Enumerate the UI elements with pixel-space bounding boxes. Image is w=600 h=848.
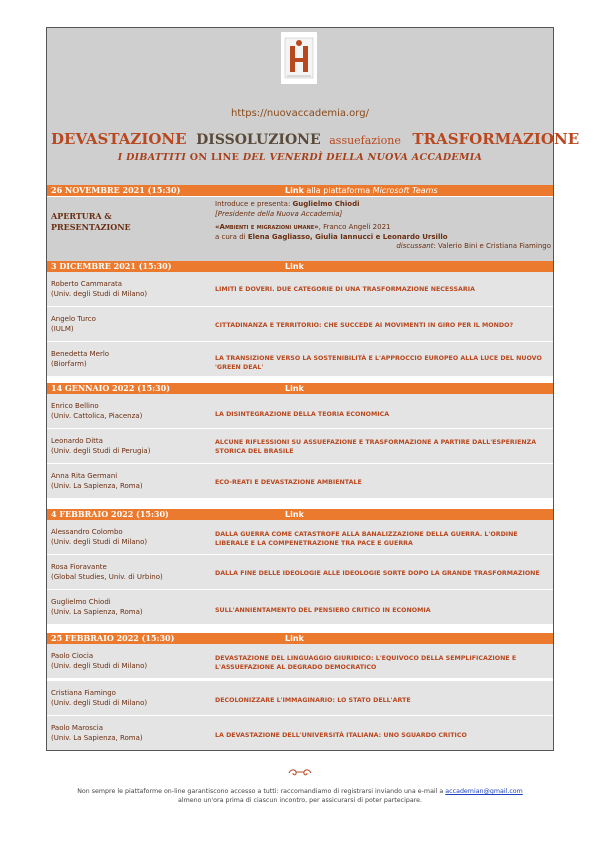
- speaker-affiliation: (Univ. La Sapienza, Roma): [51, 733, 143, 742]
- talk-row: [47, 307, 553, 341]
- speaker-name: Benedetta Merlo: [51, 350, 110, 358]
- talk-title: DALLA GUERRA COME CATASTROFE ALLA BANALIZZAZIONE DELLA GUERRA. L'ORDINE LIBERALE E LA COMPENETRAZIONE TRA PACE E GUERRA: [215, 531, 518, 547]
- talk-title: LIMITI E DOVERI. DUE CATEGORIE DI UNA TRASFORMAZIONE NECESSARIA: [215, 286, 475, 293]
- discussant-names: : Valerio Bini e Cristiana Fiamingo: [433, 242, 551, 250]
- program-frame: [46, 27, 580, 751]
- talk-row: [47, 555, 553, 589]
- talk-row: [47, 464, 553, 498]
- intro-label-line2: PRESENTAZIONE: [51, 222, 131, 232]
- discussant-label: discussant: [396, 242, 434, 250]
- speaker-affiliation: (IULM): [51, 324, 74, 333]
- footer-line-2: almeno un'ora prima di ciascun incontro, per assicurarsi di poter partecipare.: [177, 797, 423, 804]
- talk-row: [47, 394, 553, 428]
- speaker-affiliation: (Univ. degli Studi di Milano): [51, 537, 148, 546]
- speaker-affiliation: (Univ. degli Studi di Milano): [51, 661, 148, 670]
- subtitle-mid: ON LINE: [189, 152, 240, 163]
- book-title: «Ambienti e migrazioni umane»: [215, 223, 319, 231]
- speaker-affiliation: (Biorfarm): [51, 359, 87, 368]
- subtitle: [47, 152, 553, 163]
- speaker-affiliation: (Univ. degli Studi di Milano): [51, 698, 148, 707]
- session-date-row: [47, 509, 553, 520]
- theme-word-devastazione: DEVASTAZIONE: [51, 130, 187, 148]
- speaker: [51, 437, 215, 456]
- editors-names: Elena Gagliasso, Giulia Iannucci e Leonardo Ursillo: [247, 232, 448, 241]
- session-link[interactable]: Link: [285, 384, 304, 393]
- talk-row: [47, 644, 553, 678]
- session-date-row: [47, 261, 553, 272]
- speaker: [51, 280, 215, 299]
- theme-word-trasformazione: TRASFORMAZIONE: [412, 130, 580, 148]
- link-text[interactable]: Link: [285, 186, 304, 195]
- talk-title: LA TRANSIZIONE VERSO LA SOSTENIBILITÀ E L'APPROCCIO EUROPEO ALLA LUCE DEL NUOVO 'GREEN DEAL': [215, 355, 542, 371]
- session-link[interactable]: Link: [285, 262, 304, 271]
- talk-title: DECOLONIZZARE L'IMMAGINARIO: LO STATO DELL'ARTE: [215, 697, 411, 704]
- ornament-icon: [0, 768, 600, 780]
- speaker-name: Enrico Bellino: [51, 402, 99, 410]
- session-date: 3 DICEMBRE 2021 (15:30): [51, 261, 172, 271]
- session-date: 26 NOVEMBRE 2021 (15:30): [51, 185, 181, 195]
- intro-line-2: [215, 210, 551, 220]
- speaker-name: Paolo Maroscia: [51, 724, 103, 732]
- speaker-name: Angelo Turco: [51, 315, 96, 323]
- intro-text: [215, 200, 551, 252]
- theme-word-dissoluzione: DISSOLUZIONE: [196, 132, 321, 148]
- speaker: [51, 724, 215, 743]
- speaker-affiliation: (Univ. Cattolica, Piacenza): [51, 411, 143, 420]
- session-date: 4 FEBBRAIO 2022 (15:30): [51, 509, 169, 519]
- talk-title: ALCUNE RIFLESSIONI SU ASSUEFAZIONE E TRASFORMAZIONE A PARTIRE DALL'ESPERIENZA STORICA DEL BRASILE: [215, 439, 537, 455]
- footer-line-1: [40, 787, 560, 796]
- speaker: [51, 528, 215, 547]
- speaker-name: Anna Rita Germani: [51, 472, 118, 480]
- speaker-name: Rosa Fioravante: [51, 563, 107, 571]
- subtitle-pre: I DIBATTITI: [117, 152, 187, 163]
- editors-pre: a cura di: [215, 232, 248, 241]
- speaker-affiliation: (Univ. La Sapienza, Roma): [51, 607, 143, 616]
- link-rest: alla piattaforma: [303, 186, 373, 195]
- talk-row: [47, 272, 553, 306]
- website-url[interactable]: https://nuovaccademia.org/: [231, 108, 369, 119]
- speaker-name: Cristiana Fiamingo: [51, 689, 116, 697]
- session-link[interactable]: Link: [285, 510, 304, 519]
- speaker: [51, 598, 215, 617]
- talk-row: [47, 590, 553, 624]
- session-date: 14 GENNAIO 2022 (15:30): [51, 383, 171, 393]
- session-date-row: [47, 383, 553, 394]
- footer-email-link[interactable]: accademian@gmail.com: [445, 788, 523, 795]
- speaker: [51, 472, 215, 491]
- talk-row: [47, 520, 553, 554]
- theme-word-assuefazione: assuefazione: [329, 134, 401, 147]
- book-publisher: , Franco Angeli 2021: [318, 223, 391, 231]
- talk-row: [47, 342, 553, 376]
- footer-note: [40, 787, 560, 805]
- intro-presenter: Guglielmo Chiodi: [292, 200, 360, 208]
- speaker: [51, 350, 215, 369]
- session-link[interactable]: [285, 185, 438, 196]
- header: [47, 28, 580, 185]
- speaker: [51, 652, 215, 671]
- academy-logo: [281, 32, 317, 84]
- speaker-affiliation: (Univ. La Sapienza, Roma): [51, 481, 143, 490]
- speaker: [51, 563, 215, 582]
- intro-line1-pre: Introduce e presenta:: [215, 200, 293, 208]
- theme-words: [51, 129, 580, 153]
- speaker: [51, 402, 215, 421]
- talk-title: CITTADINANZA E TERRITORIO: CHE SUCCEDE AI MOVIMENTI IN GIRO PER IL MONDO?: [215, 322, 514, 329]
- talk-title: DEVASTAZIONE DEL LINGUAGGIO GIURIDICO: L'EQUIVOCO DELLA SEMPLIFICAZIONE E L'ASSUEFAZIONE AL DEGRADO DEMOCRATICO: [215, 655, 517, 671]
- speaker-affiliation: (Global Studies, Univ. di Urbino): [51, 572, 163, 581]
- session-date-row: [47, 633, 553, 644]
- intro-line-5: [215, 242, 551, 252]
- intro-label: [51, 211, 201, 233]
- subtitle-post: DEL VENERDÌ DELLA NUOVA ACCADEMIA: [242, 152, 483, 163]
- session-date-row: [47, 185, 553, 196]
- session-link[interactable]: Link: [285, 634, 304, 643]
- speaker-name: Paolo Ciocia: [51, 652, 94, 660]
- speaker-name: Alessandro Colombo: [51, 528, 123, 536]
- talk-title: DALLA FINE DELLE IDEOLOGIE ALLE IDEOLOGIE SORTE DOPO LA GRANDE TRASFORMAZIONE: [215, 570, 540, 577]
- footer-text: Non sempre le piattaforme on-line garantiscono accesso a tutti: raccomandiamo di registrarsi inviando una e-mail a: [77, 788, 446, 795]
- speaker: [51, 315, 215, 334]
- speaker: [51, 689, 215, 708]
- intro-line-3: [215, 223, 551, 233]
- intro-label-line1: APERTURA &: [51, 211, 112, 221]
- speaker-name: Guglielmo Chiodi: [51, 598, 111, 606]
- speaker-name: Roberto Cammarata: [51, 280, 123, 288]
- talk-row: [47, 716, 553, 750]
- speaker-affiliation: (Univ. degli Studi di Milano): [51, 289, 148, 298]
- speaker-name: Leonardo Ditta: [51, 437, 103, 445]
- talk-title: LA DISINTEGRAZIONE DELLA TEORIA ECONOMICA: [215, 411, 390, 418]
- session-date: 25 FEBBRAIO 2022 (15:30): [51, 633, 175, 643]
- link-platform: Microsoft Teams: [372, 186, 438, 195]
- scroll-ornament-icon: [287, 768, 313, 777]
- talk-title: ECO-REATI E DEVASTAZIONE AMBIENTALE: [215, 479, 362, 486]
- talk-title: SULL'ANNIENTAMENTO DEL PENSIERO CRITICO IN ECONOMIA: [215, 607, 431, 614]
- intro-row: [47, 197, 553, 261]
- talk-row: [47, 429, 553, 463]
- talk-title: LA DEVASTAZIONE DELL'UNIVERSITÀ ITALIANA: UNO SGUARDO CRITICO: [215, 732, 467, 739]
- talk-row: [47, 681, 553, 715]
- intro-line-4: [215, 233, 551, 243]
- intro-line-1: [215, 200, 551, 210]
- speaker-affiliation: (Univ. degli Studi di Perugia): [51, 446, 151, 455]
- intro-presenter-role: [Presidente della Nuova Accademia]: [215, 209, 343, 218]
